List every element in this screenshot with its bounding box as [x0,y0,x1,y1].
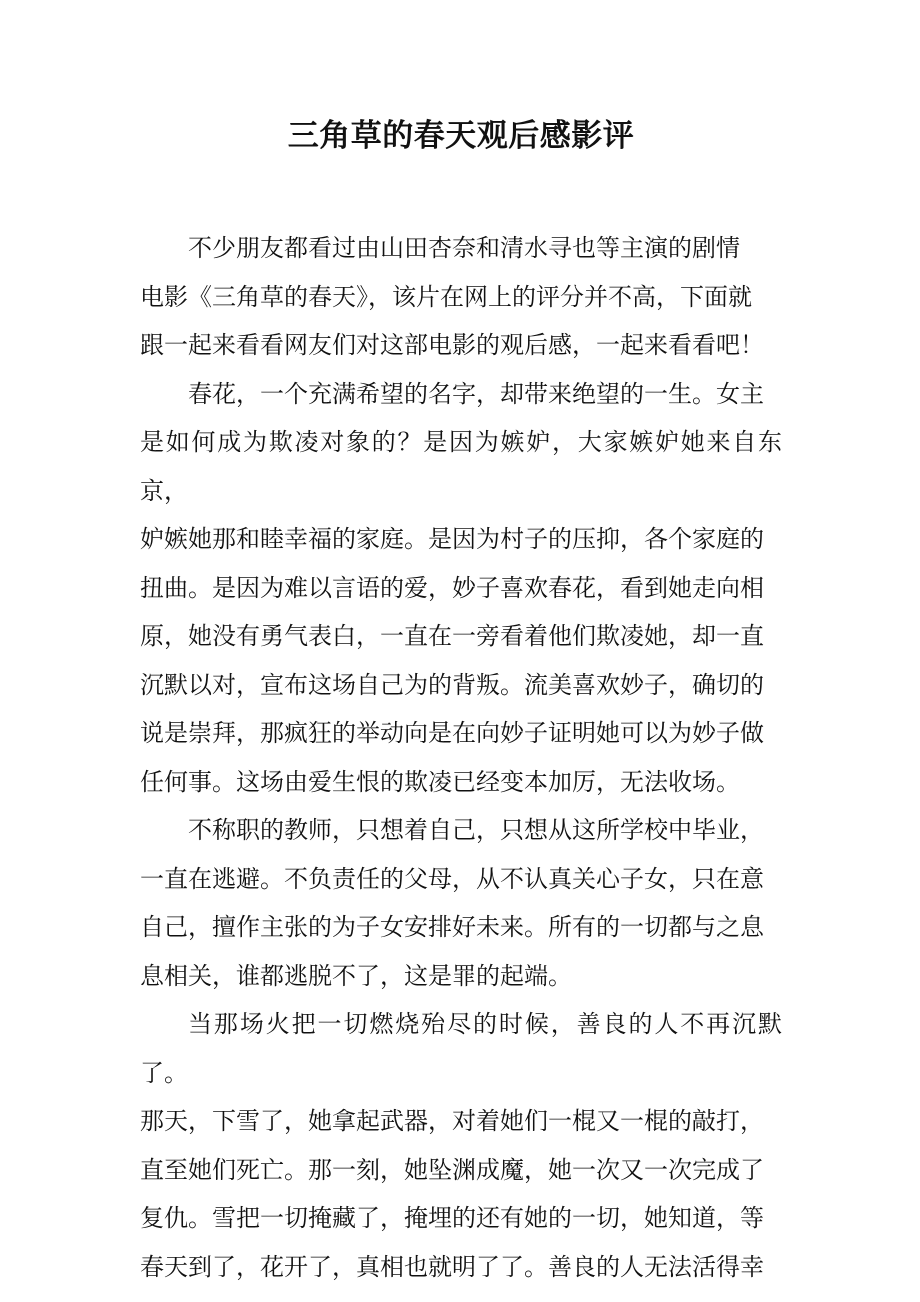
document-title: 三角草的春天观后感影评 [287,118,635,154]
paragraph: 春花，一个充满希望的名字，却带来绝望的一生。女主 是如何成为欺凌对象的？是因为嫉妒，大家嫉妒她来自东京， 妒嫉她那和睦幸福的家庭。是因为村子的压抑，各个家庭的 扭曲。是因为难以言语的爱，妙子喜欢春花，看到她走向相 原，她没有勇气表白，一直在一旁看着他们欺凌她，却一直 沉默以对，宣布这场自己为的背叛。流美喜欢妙子，确切的 说是崇拜，那疯狂的举动向是在向妙子证明她可以为妙子做 任何事。这场由爱生恨的欺凌已经变本加厉，无法收场。 [140,379,782,796]
paragraph: 不少朋友都看过由山田杏奈和清水寻也等主演的剧情 电影《三角草的春天》，该片在网上的评分并不高，下面就 跟一起来看看网友们对这部电影的观后感，一起来看看吧！ [140,234,764,359]
paragraph: 不称职的教师，只想着自己，只想从这所学校中毕业， 一直在逃避。不负责任的父母，从不认真关心子女，只在意 自己，擅作主张的为子女安排好未来。所有的一切都与之息 息相关，谁都逃脱不了，这是罪的起端。 [140,816,764,990]
paragraph: 当那场火把一切燃烧殆尽的时候，善良的人不再沉默了。 那天，下雪了，她拿起武器，对着她们一棍又一棍的敲打， 直至她们死亡。那一刻，她坠渊成魔，她一次又一次完成了 复仇。雪把一切掩藏了，掩埋的还有她的一切，她知道，等 春天到了，花开了，真相也就明了了。善良的人无法活得幸 [140,1010,782,1281]
document-body [140,224,782,1291]
